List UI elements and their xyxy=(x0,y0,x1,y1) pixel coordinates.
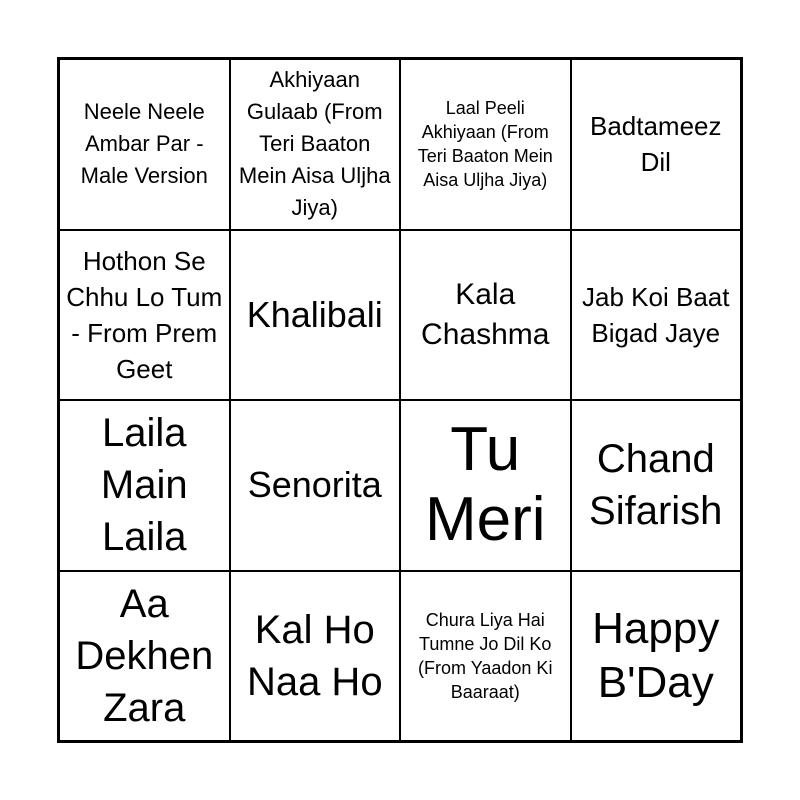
cell-label: Happy B'Day xyxy=(592,603,720,707)
cell-label: Chura Liya Hai Tumne Jo Dil Ko (From Yaadon Ki Baaraat) xyxy=(418,609,553,702)
cell-label: Senorita xyxy=(247,464,382,506)
bingo-cell[interactable] xyxy=(59,59,230,230)
cell-label: Khalibali xyxy=(246,293,383,335)
cell-label: Kal Ho Naa Ho xyxy=(246,607,383,704)
bingo-cell[interactable] xyxy=(400,230,571,401)
bingo-board xyxy=(57,57,743,743)
bingo-cell[interactable] xyxy=(400,59,571,230)
cell-label: Kala Chashma xyxy=(421,277,550,351)
cell-label: Tu Meri xyxy=(424,415,546,555)
bingo-cell[interactable] xyxy=(230,59,401,230)
bingo-cell[interactable] xyxy=(571,59,742,230)
cell-label: Akhiyaan Gulaab (From Teri Baaton Mein Aisa Uljha Jiya) xyxy=(238,67,391,221)
bingo-cell[interactable] xyxy=(230,400,401,571)
cell-label: Aa Dekhen Zara xyxy=(75,581,214,730)
cell-label: Laal Peeli Akhiyaan (From Teri Baaton Mein Aisa Uljha Jiya) xyxy=(417,98,553,191)
bingo-cell[interactable] xyxy=(571,571,742,742)
bingo-cell[interactable] xyxy=(59,571,230,742)
bingo-cell[interactable] xyxy=(59,230,230,401)
cell-label: Chand Sifarish xyxy=(589,437,723,534)
cell-label: Neele Neele Ambar Par - Male Version xyxy=(80,99,208,189)
bingo-cell[interactable] xyxy=(400,571,571,742)
bingo-cell[interactable] xyxy=(59,400,230,571)
bingo-cell[interactable] xyxy=(230,230,401,401)
bingo-cell[interactable] xyxy=(230,571,401,742)
bingo-cell[interactable] xyxy=(571,400,742,571)
cell-label: Badtameez Dil xyxy=(589,111,722,178)
cell-label: Laila Main Laila xyxy=(100,411,188,560)
bingo-cell[interactable] xyxy=(571,230,742,401)
bingo-cell[interactable] xyxy=(400,400,571,571)
cell-label: Hothon Se Chhu Lo Tum - From Prem Geet xyxy=(66,245,223,384)
cell-label: Jab Koi Baat Bigad Jaye xyxy=(582,281,730,348)
